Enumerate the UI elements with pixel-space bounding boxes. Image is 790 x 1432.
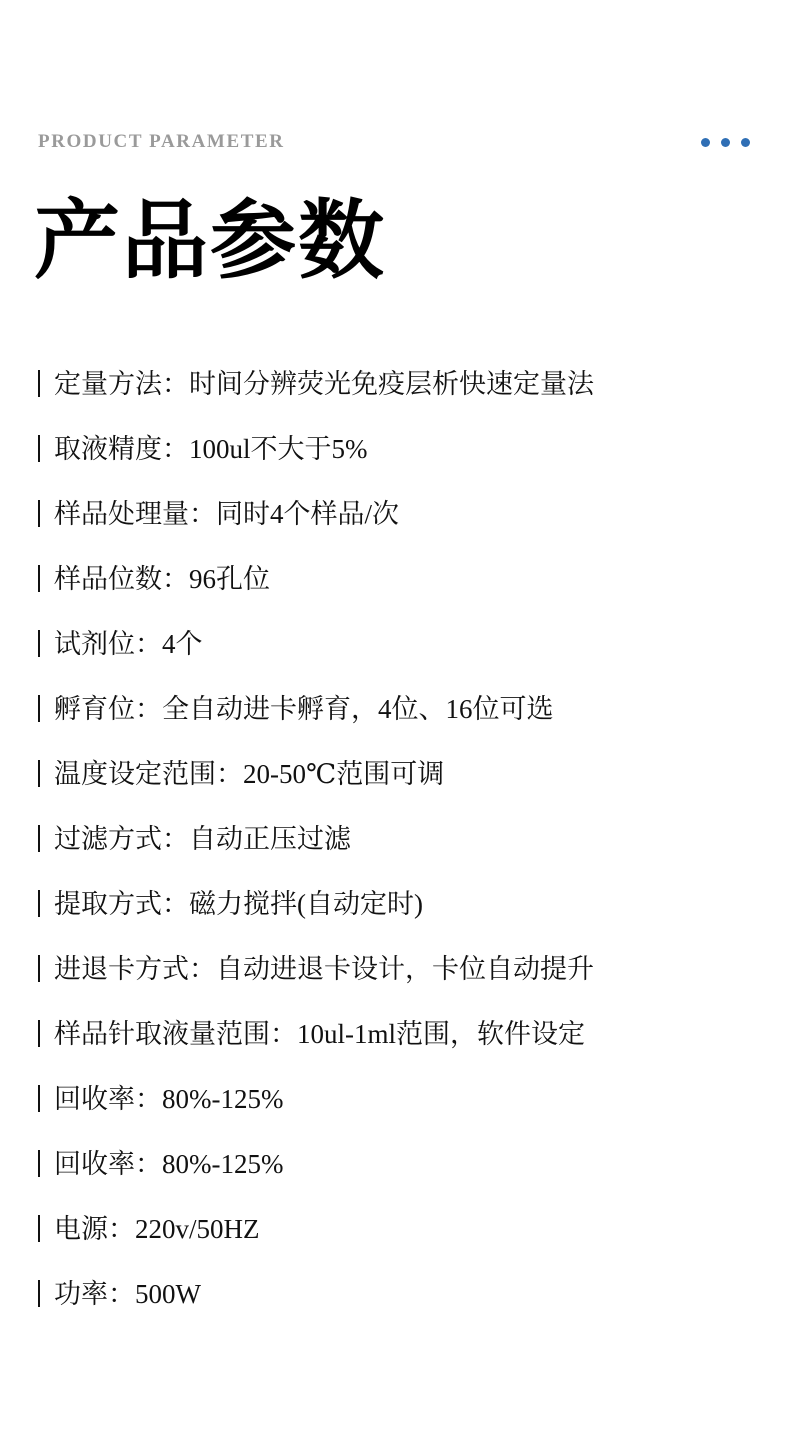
parameter-list [38, 352, 760, 1327]
parameter-value: 80%-125% [162, 1084, 284, 1114]
parameter-label: 回收率： [54, 1084, 162, 1114]
parameter-label: 样品处理量： [54, 499, 216, 529]
bullet-bar-icon [38, 890, 40, 917]
dot-icon [741, 138, 750, 147]
bullet-bar-icon [38, 630, 40, 657]
page-header [38, 122, 752, 162]
eyebrow-text: PRODUCT PARAMETER [38, 131, 285, 152]
parameter-value: 磁力搅拌(自动定时) [189, 889, 423, 919]
parameter-value: 20-50℃范围可调 [243, 759, 445, 789]
parameter-label: 定量方法： [54, 369, 189, 399]
parameter-row [38, 1197, 760, 1262]
parameter-value: 自动正压过滤 [189, 824, 351, 854]
parameter-row [38, 1002, 760, 1067]
parameter-value: 自动进退卡设计，卡位自动提升 [216, 954, 594, 984]
parameter-value: 10ul-1ml范围，软件设定 [297, 1019, 585, 1049]
bullet-bar-icon [38, 1150, 40, 1177]
parameter-label: 进退卡方式： [54, 954, 216, 984]
parameter-label: 电源： [54, 1214, 135, 1244]
page-title: 产品参数 [34, 191, 386, 291]
parameter-label: 孵育位： [54, 694, 162, 724]
parameter-value: 4个 [162, 629, 203, 659]
parameter-row [38, 482, 760, 547]
parameter-value: 80%-125% [162, 1149, 284, 1179]
bullet-bar-icon [38, 1215, 40, 1242]
parameter-value: 100ul不大于5% [189, 434, 368, 464]
parameter-row [38, 937, 760, 1002]
bullet-bar-icon [38, 1085, 40, 1112]
bullet-bar-icon [38, 695, 40, 722]
parameter-value: 220v/50HZ [135, 1214, 260, 1244]
parameter-row [38, 352, 760, 417]
bullet-bar-icon [38, 955, 40, 982]
bullet-bar-icon [38, 760, 40, 787]
parameter-label: 样品位数： [54, 564, 189, 594]
parameter-label: 功率： [54, 1279, 135, 1309]
bullet-bar-icon [38, 825, 40, 852]
bullet-bar-icon [38, 565, 40, 592]
parameter-row [38, 1067, 760, 1132]
parameter-row [38, 807, 760, 872]
parameter-row [38, 547, 760, 612]
parameter-label: 取液精度： [54, 434, 189, 464]
parameter-row [38, 742, 760, 807]
parameter-label: 提取方式： [54, 889, 189, 919]
decorative-dots [701, 138, 752, 147]
parameter-value: 96孔位 [189, 564, 270, 594]
parameter-label: 回收率： [54, 1149, 162, 1179]
parameter-row [38, 1262, 760, 1327]
parameter-row [38, 612, 760, 677]
parameter-label: 温度设定范围： [54, 759, 243, 789]
parameter-row [38, 1132, 760, 1197]
parameter-value: 全自动进卡孵育，4位、16位可选 [162, 694, 554, 724]
parameter-value: 同时4个样品/次 [216, 499, 400, 529]
parameter-row [38, 872, 760, 937]
dot-icon [721, 138, 730, 147]
parameter-value: 时间分辨荧光免疫层析快速定量法 [189, 369, 594, 399]
bullet-bar-icon [38, 1020, 40, 1047]
parameter-label: 样品针取液量范围： [54, 1019, 297, 1049]
bullet-bar-icon [38, 435, 40, 462]
parameter-row [38, 417, 760, 482]
bullet-bar-icon [38, 500, 40, 527]
dot-icon [701, 138, 710, 147]
parameter-row [38, 677, 760, 742]
bullet-bar-icon [38, 370, 40, 397]
parameter-label: 试剂位： [54, 629, 162, 659]
parameter-label: 过滤方式： [54, 824, 189, 854]
bullet-bar-icon [38, 1280, 40, 1307]
parameter-value: 500W [135, 1279, 201, 1309]
